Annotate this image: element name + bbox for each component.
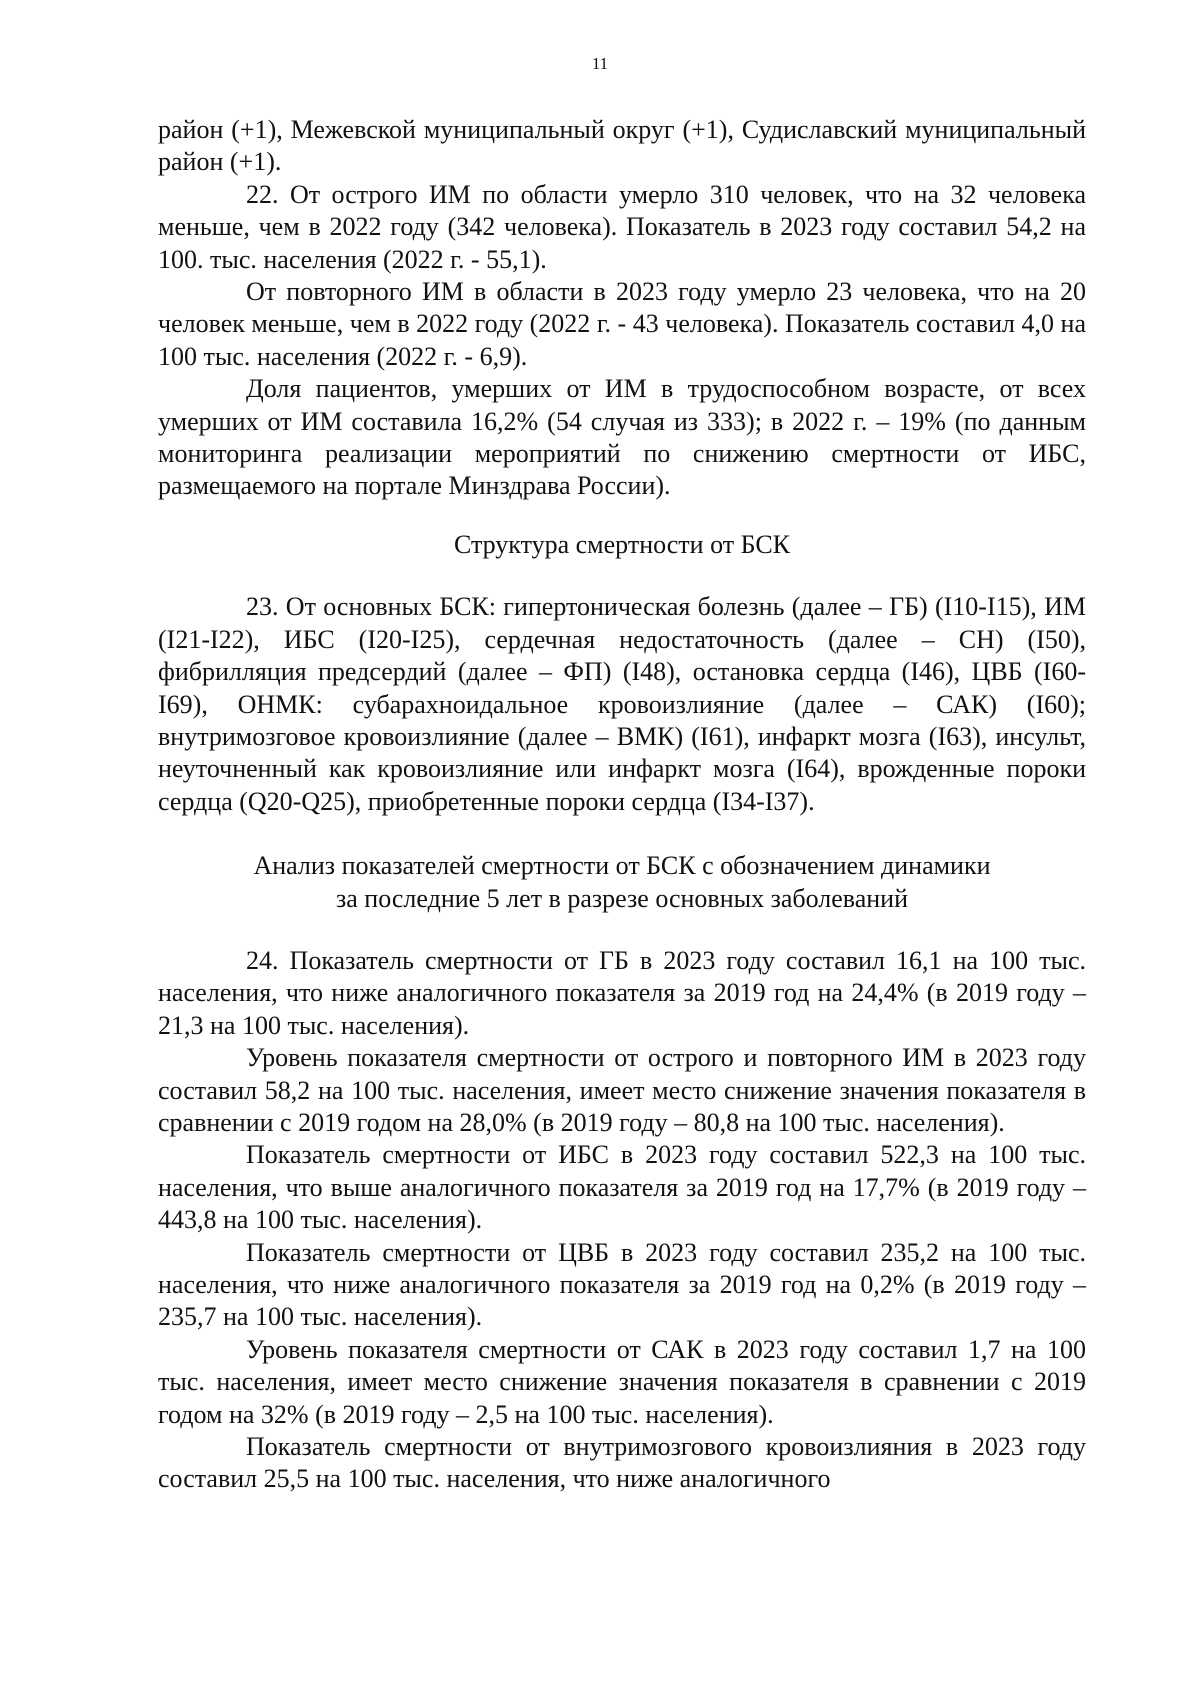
- paragraph-cvd: Показатель смертности от ЦВБ в 2023 году составил 235,2 на 100 тыс. населения, что ниже аналогичного показателя за 2019 год на 0,2% (в 2019 году – 235,7 на 100 тыс. населения).: [158, 1237, 1086, 1332]
- paragraph-ibs: Показатель смертности от ИБС в 2023 году составил 522,3 на 100 тыс. населения, что выше аналогичного показателя за 2019 год на 17,7% (в 2019 году – 443,8 на 100 тыс. населения).: [158, 1140, 1086, 1235]
- paragraph-working-age-share: Доля пациентов, умерших от ИМ в трудоспособном возрасте, от всех умерших от ИМ составила 16,2% (54 случая из 333); в 2022 г. – 19% (по данным мониторинга реализации мероприятий по снижению смертности от ИБС, размещаемого на портале Минздрава России).: [158, 374, 1086, 501]
- spacer: [158, 915, 1086, 945]
- section-heading-analysis-line2: за последние 5 лет в разрезе основных заболеваний: [336, 883, 908, 913]
- paragraph-sah: Уровень показателя смертности от САК в 2023 году составил 1,7 на 100 тыс. населения, имеет место снижение значения показателя в сравнении с 2019 годом на 32% (в 2019 году – 2,5 на 100 тыс. населения).: [158, 1334, 1086, 1429]
- spacer: [158, 503, 1086, 529]
- paragraph-mi-level: Уровень показателя смертности от острого и повторного ИМ в 2023 году составил 58,2 на 100 тыс. населения, имеет место снижение значения показателя в сравнении с 2019 годом на 28,0% (в 2019 году – 80,8 на 100 тыс. населения).: [158, 1043, 1086, 1137]
- paragraph-24: 24. Показатель смертности от ГБ в 2023 году составил 16,1 на 100 тыс. населения, что ниже аналогичного показателя за 2019 год на 24,4% (в 2019 году – 21,3 на 100 тыс. населения).: [158, 945, 1086, 1040]
- paragraph-repeat-mi: От повторного ИМ в области в 2023 году умерло 23 человека, что на 20 человек меньше, чем в 2022 году (2022 г. - 43 человека). Показатель составил 4,0 на 100 тыс. населения (2022 г. - 6,9).: [158, 277, 1086, 371]
- paragraph-22: 22. От острого ИМ по области умерло 310 человек, что на 32 человека меньше, чем в 2022 году (342 человека). Показатель в 2023 году составил 54,2 на 100. тыс. населения (2022 г. - 55,1).: [158, 179, 1086, 274]
- section-heading-analysis-line1: Анализ показателей смертности от БСК с обозначением динамики: [253, 851, 991, 881]
- spacer: [158, 561, 1086, 591]
- document-body: [158, 114, 1086, 1496]
- paragraph-continuation: район (+1), Межевской муниципальный округ (+1), Судиславский муниципальный район (+1).: [158, 115, 1086, 177]
- paragraph-23: 23. От основных БСК: гипертоническая болезнь (далее – ГБ) (I10-I15), ИМ (I21-I22), ИБС (I20-I25), сердечная недостаточность (далее – СН) (I50), фибрилляция предсердий (далее – ФП) (I48), остановка сердца (I46), ЦВБ (I60-I69), ОНМК: субарахноидальное кровоизлияние (далее – САК) (I60); внутримозговое кровоизлияние (далее – ВМК) (I61), инфаркт мозга (I63), инсульт, неуточненный как кровоизлияние или инфаркт мозга (I64), врожденные пороки сердца (Q20-Q25), приобретенные пороки сердца (I34-I37).: [158, 592, 1086, 816]
- paragraph-ich: Показатель смертности от внутримозгового кровоизлияния в 2023 году составил 25,5 на 100 тыс. населения, что ниже аналогичного: [158, 1432, 1086, 1494]
- page-number: 11: [591, 54, 609, 73]
- spacer: [158, 818, 1086, 850]
- section-heading-structure: Структура смертности от БСК: [453, 529, 791, 559]
